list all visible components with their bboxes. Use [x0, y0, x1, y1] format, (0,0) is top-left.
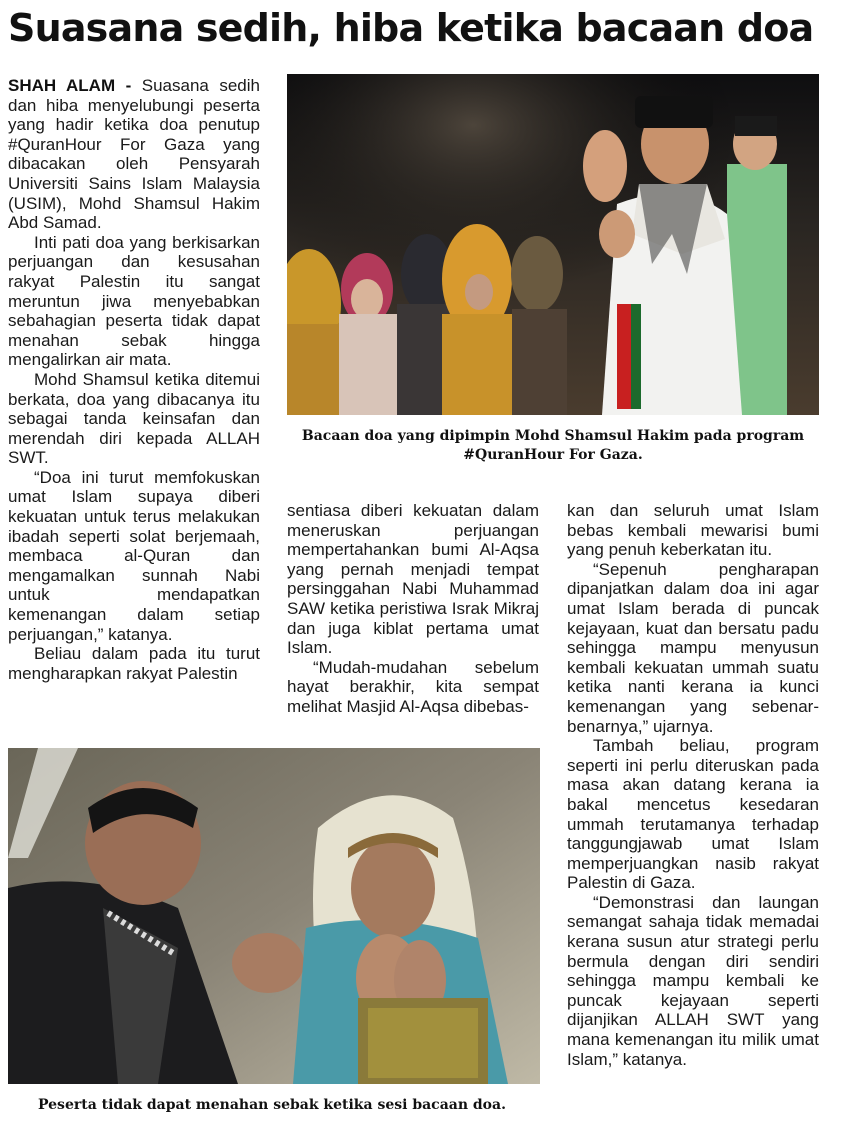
- caption-photo-2: Peserta tidak dapat menahan sebak ketika sesi bacaan doa.: [38, 1097, 506, 1113]
- paragraph-6: sentiasa diberi kekuatan dalam meneruskan perjuangan mempertahankan bumi Al-Aqsa yang pernah menjadi tempat persinggahan Nabi Muhammad SAW ketika peristiwa Israk Mikraj dan juga kiblat pertama umat Islam.: [287, 501, 539, 658]
- paragraph-7: “Mudah-mudahan sebelum hayat berakhir, kita sempat melihat Masjid Al-Aqsa dibebas-: [287, 657, 539, 716]
- paragraph-10: Tambah beliau, program seperti ini perlu diteruskan pada masa akan datang kerana ia bakal mencetus kesedaran ummah terutamanya terhadap tanggungjawab umat Islam memperjuangkan nasib rakyat Palestin di Gaza.: [567, 736, 819, 893]
- paragraph-4: “Doa ini turut memfokuskan umat Islam supaya diberi kekuatan untuk terus melakukan ibadah seperti solat berjemaah, membaca al-Quran dan mengamalkan sunnah Nabi untuk mendapatkan kemenangan dalam setiap perjuangan,” katanya.: [8, 467, 260, 644]
- paragraph-5: Beliau dalam pada itu turut mengharapkan rakyat Palestin: [8, 644, 260, 683]
- paragraph-1-text: Suasana sedih dan hiba menyelubungi peserta yang hadir ketika doa penutup #QuranHour For Gaza yang dibacakan oleh Pensyarah Universiti Sains Islam Malaysia (USIM), Mohd Shamsul Hakim Abd Samad.: [8, 76, 260, 233]
- paragraph-8: kan dan seluruh umat Islam bebas kembali mewarisi bumi yang penuh keberkatan itu.: [567, 501, 819, 560]
- dateline: SHAH ALAM -: [8, 76, 132, 95]
- article-column-1: [8, 76, 260, 683]
- article-column-2: [287, 501, 539, 717]
- paragraph-9: “Sepenuh pengharapan dipanjatkan dalam doa ini agar umat Islam berada di puncak kejayaan, kuat dan bersatu padu sehingga mampu menyusun kembali kekuatan ummah suatu ketika nanti kerana ia kunci kemenangan yang sebenar-benarnya,” ujarnya.: [567, 559, 819, 736]
- paragraph-11: “Demonstrasi dan laungan semangat sahaja tidak memadai kerana susun atur strategi perlu bermula dengan diri sendiri sehingga mampu kembali ke puncak kejayaan seperti dijanjikan ALLAH SWT yang mana kemenangan itu milik umat Islam,” katanya.: [567, 892, 819, 1069]
- paragraph-3: Mohd Shamsul ketika ditemui berkata, doa yang dibacanya itu sebagai tanda keinsafan dan merendah diri kepada ALLAH SWT.: [8, 369, 260, 468]
- article-column-3: [567, 501, 819, 1069]
- paragraph-1: [8, 76, 260, 233]
- photo-imam-praying: [287, 74, 819, 415]
- caption-photo-1: Bacaan doa yang dipimpin Mohd Shamsul Hakim pada program #QuranHour For Gaza.: [301, 428, 805, 463]
- headline: Suasana sedih, hiba ketika bacaan doa: [8, 6, 814, 50]
- paragraph-2: Inti pati doa yang berkisarkan perjuangan dan kesusahan rakyat Palestin itu sangat meruntun jiwa menyebabkan sebahagian peserta tidak dapat menahan sebak hingga mengalirkan air mata.: [8, 232, 260, 370]
- photo-participants-praying: [8, 748, 540, 1084]
